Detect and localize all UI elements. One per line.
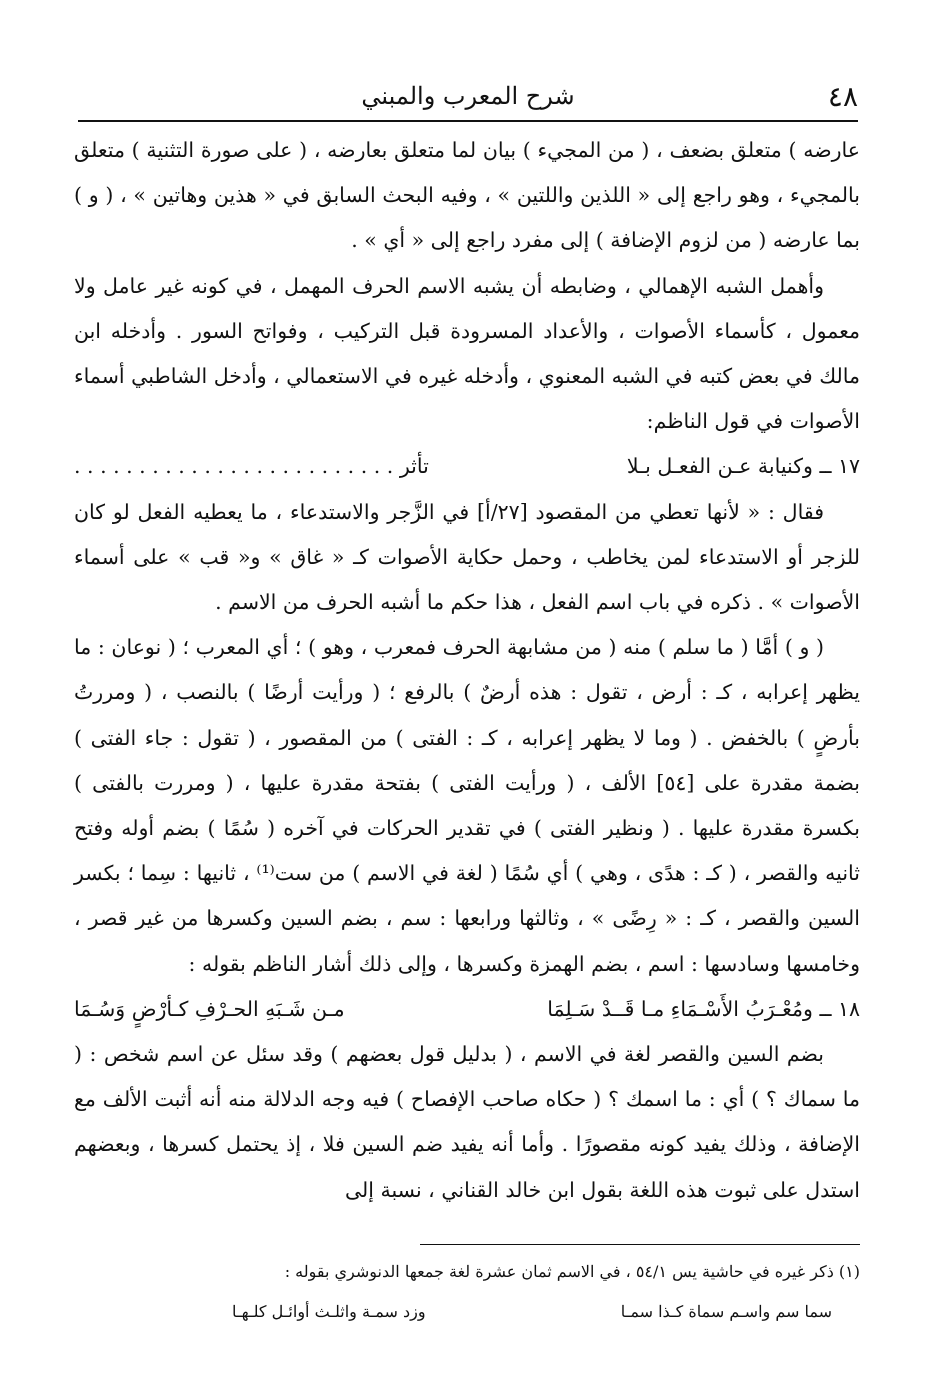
paragraph-5: بضم السين والقصر لغة في الاسم ، ( بدليل قول بعضهم ) وقد سئل عن اسم شخص : ( ما سماك ؟ ) أي : ما اسمك ؟ ( حكاه صاحب الإفصاح ) فيه وجه الدلالة منه أنه أثبت الألف مع الإضافة ، وذلك يفيد كونه مقصورًا . وأما أنه يفيد ضم السين فلا ، إذ يحتمل كسرها ، وبعضهم استدل على ثبوت هذه اللغة بقول ابن خالد القناني ، نسبة إلى xyxy=(74,1042,860,1202)
body-text xyxy=(74,128,860,1213)
paragraph-2: وأهمل الشبه الإهمالي ، وضابطه أن يشبه الاسم الحرف المهمل ، في كونه غير عامل ولا معمول ، كأسماء الأصوات ، والأعداد المسرودة قبل التركيب ، وفواتح السور . وأدخله ابن مالك في بعض كتبه في الشبه المعنوي ، وأدخله غيره في الاستعمالي ، وأدخل الشاطبي أسماء الأصوات في قول الناظم: xyxy=(74,273,860,434)
verse-17-hemistich-1: وكنيابة عـن الفعـل بـلا xyxy=(626,454,813,479)
verse-18 xyxy=(74,987,860,1032)
page-number: ٤٨ xyxy=(827,80,858,113)
verse-18-first xyxy=(547,987,860,1032)
header-rule xyxy=(78,120,858,122)
footnote-verse xyxy=(232,1292,860,1332)
verse-18-hemistich-2: مـن شَـبَهِ الحـرْفِ كـأرْضٍ وَسُـمَا xyxy=(74,996,345,1021)
footnote-verse-first: سما سم واسـم سماة كـذا سمـا xyxy=(620,1302,832,1321)
paragraph-3: فقال : « لأنها تعطي من المقصود [٢٧/أ] في الزَّجر والاستدعاء ، ما يعطيه الفعل لو كان للزجر أو الاستدعاء لمن يخاطب ، وحمل حكاية الأصوات كـ « غاق » و« قب » على أسماء الأصوات » . ذكره في باب اسم الفعل ، هذا حكم ما أشبه الحرف من الاسم . xyxy=(74,499,860,615)
paragraph-4: ( و ) أمَّا ( ما سلم ) منه ( من مشابهة الحرف فمعرب ، وهو ) ؛ أي المعرب ؛ ( نوعان : ما يظهر إعرابه ، كـ : أرض ، تقول : هذه أرضٌ ) بالرفع ؛ ( ورأيت أرضًا ) بالنصب ، ( ومررتُ بأرضٍ ) بالخفض . ( وما لا يظهر إعرابه ، كـ : الفتى ) من المقصور ، ( تقول : جاء الفتى ) بضمة مقدرة على [٥٤] الألف ، ( ورأيت الفتى ) بفتحة مقدرة عليها ، ( ومررت بالفتى ) بكسرة مقدرة عليها . ( ونظير الفتى ) في تقدير الحركات في آخره ( سُمًا ) بضم أوله وفتح ثانيه والقصر ، ( كـ : هدًى ، وهي ) أي سُمًا ( لغة في الاسم ) من ست⁽¹⁾ ، ثانيها : سِما ؛ بكسر السين والقصر ، كـ : « رِضًى » ، وثالثها ورابعها : سم ، بضم السين وكسرها من غير قصر ، وخامسها وسادسها : اسم ، بضم الهمزة وكسرها ، وإلى ذلك أشار الناظم بقوله : xyxy=(74,635,860,976)
verse-17-first xyxy=(627,444,860,489)
verse-18-hemistich-1: ومُعْـرَبُ الأَسْـمَاءِ مـا قَــدْ سَـلِمَا xyxy=(547,996,813,1021)
paragraph-1: عارضه ) متعلق بضعف ، ( من المجيء ) بيان لما متعلق بعارضه ، ( على صورة التثنية ) متعلق بالمجيء ، وهو راجع إلى « اللذين واللتين » ، وفيه البحث السابق في « هذين وهاتين » ، ( و ) بما عارضه ( من لزوم الإضافة ) إلى مفرد راجع إلى « أي » . xyxy=(74,138,860,253)
verse-17 xyxy=(74,444,860,489)
footnote-1: (١) ذكر غيره في حاشية يس ٥٤/١ ، في الاسم ثمان عشرة لغة جمعها الدنوشري بقوله : xyxy=(284,1262,860,1281)
running-title: شرح المعرب والمبني xyxy=(361,82,575,110)
footnote-verse-second: وزد سمـة واثلـث أوائـل كلـهـا xyxy=(232,1302,426,1321)
page-header xyxy=(78,78,858,118)
footnotes xyxy=(100,1252,860,1332)
footnote-rule xyxy=(420,1244,860,1245)
verse-17-number: ١٧ ــ xyxy=(819,454,860,479)
verse-18-number: ١٨ ــ xyxy=(819,996,860,1021)
verse-17-hemistich-2: تأثر . . . . . . . . . . . . . . . . . . . . . . . . . xyxy=(74,454,429,479)
